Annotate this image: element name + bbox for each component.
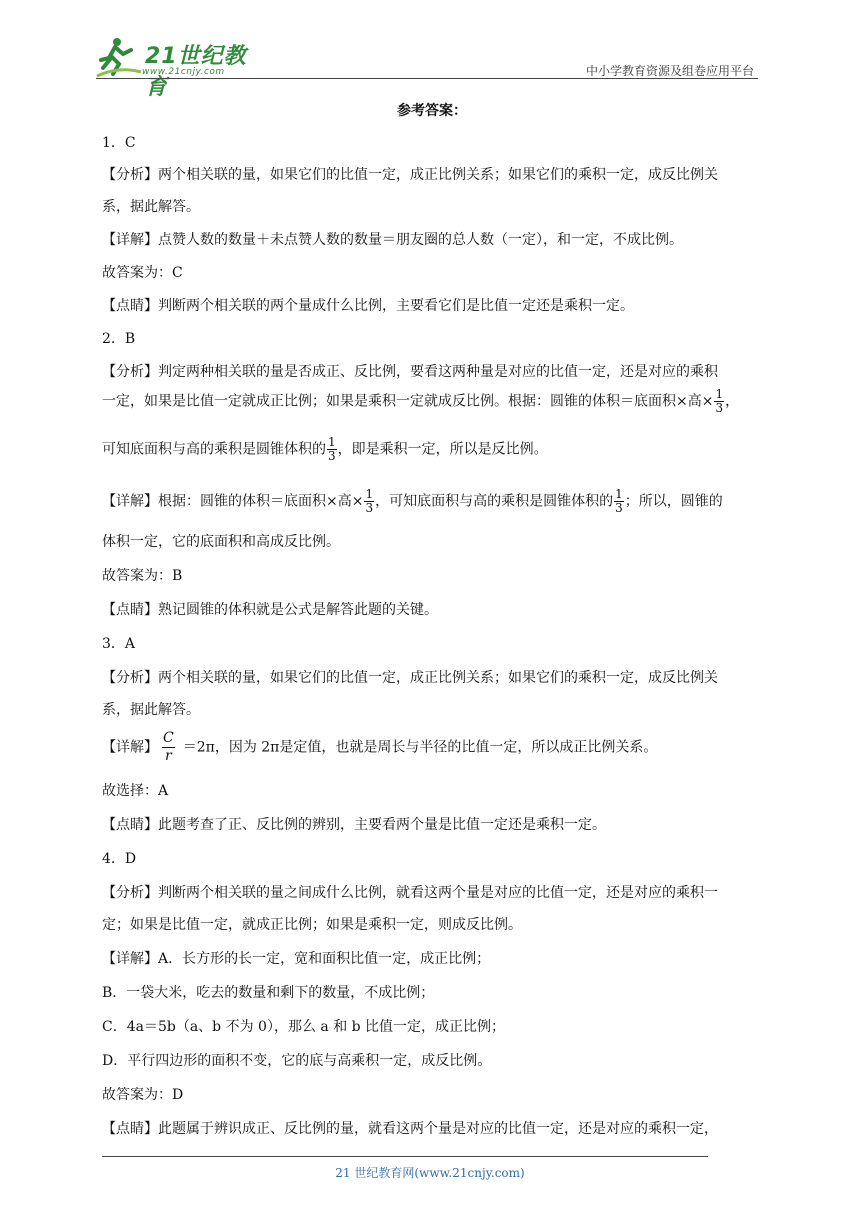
q1-comment: 【点睛】判断两个相关联的两个量成什么比例，主要看它们是比值一定还是乘积一定。 (102, 298, 634, 314)
fraction-denominator: 3 (328, 449, 336, 463)
q2-detail-line2: 体积一定，它的底面积和高成反比例。 (102, 534, 340, 550)
logo-text: 21世纪教育 (145, 44, 247, 100)
q4-detail-d: D．平行四边形的面积不变，它的底与高乘积一定，成反比例。 (102, 1053, 492, 1069)
fraction-numerator: 1 (615, 487, 623, 501)
q2-analysis-text: 一定，如果是比值一定就成正比例；如果是乘积一定就成反比例。根据：圆锥的体积＝底面积×高× (102, 393, 714, 410)
q3-detail-text: ＝2π，因为 2π是定值，也就是周长与半径的比值一定，所以成正比例关系。 (182, 739, 658, 756)
q2-analysis-text: 可知底面积与高的乘积是圆锥体积的 (102, 441, 326, 458)
q3-analysis-line1: 【分析】两个相关联的量，如果它们的比值一定，成正比例关系；如果它们的乘积一定，成反比例关 (102, 670, 718, 686)
q3-detail-label: 【详解】 (102, 739, 158, 756)
q2-detail-text: ；所以，圆锥的 (624, 493, 723, 510)
q2-detail-line1 (102, 488, 762, 515)
q4-comment: 【点睛】此题属于辨识成正、反比例的量，就看这两个量是对应的比值一定，还是对应的乘积一定， (102, 1121, 718, 1137)
fraction-one-third (327, 436, 337, 463)
q1-final: 故答案为：C (102, 265, 183, 281)
q1-analysis-line2: 系，据此解答。 (102, 199, 200, 215)
q2-analysis-text: ，即是乘积一定，所以是反比例。 (337, 441, 548, 458)
site-logo[interactable] (95, 36, 265, 100)
q2-final: 故答案为：B (102, 568, 183, 584)
fraction-numerator: 1 (715, 387, 724, 401)
header-divider (96, 78, 758, 79)
q2-analysis-text: ， (725, 393, 740, 410)
footer-site-link[interactable]: 21 世纪教育网(www.21cnjy.com) (335, 1166, 525, 1180)
q4-detail-b: B．一袋大米，吃去的数量和剩下的数量，不成比例； (102, 985, 435, 1001)
q4-detail-a: 【详解】A．长方形的长一定，宽和面积比值一定，成正比例； (102, 951, 491, 967)
q2-comment: 【点睛】熟记圆锥的体积就是公式是解答此题的关键。 (102, 602, 438, 618)
q2-answer: 2．B (102, 331, 136, 347)
q3-comment: 【点睛】此题考查了正、反比例的辨别，主要看两个量是比值一定还是乘积一定。 (102, 817, 606, 833)
q3-final: 故选择：A (102, 783, 169, 799)
fraction-c-over-r (162, 730, 175, 765)
runner-logo-icon (95, 36, 143, 80)
q4-detail-c: C．4a＝5b（a、b 不为 0），那么 a 和 b 比值一定，成正比例； (102, 1019, 506, 1035)
page-header (0, 0, 860, 100)
fraction-denominator: 3 (365, 501, 374, 515)
q2-detail-text: ，可知底面积与高的乘积是圆锥体积的 (375, 493, 614, 510)
q3-answer: 3．A (102, 636, 136, 652)
page-title: 参考答案： (397, 103, 467, 119)
fraction-denominator: 3 (615, 501, 623, 515)
q2-detail-text: 【详解】根据：圆锥的体积＝底面积×高× (102, 493, 364, 510)
q4-analysis-line2: 定；如果是比值一定，就成正比例；如果是乘积一定，则成反比例。 (102, 917, 522, 933)
footer-divider (102, 1156, 708, 1157)
fraction-denominator: r (165, 748, 172, 764)
q1-answer: 1．C (102, 135, 136, 151)
fraction-numerator: 1 (365, 487, 374, 501)
fraction-numerator: C (163, 730, 174, 746)
q4-analysis-line1: 【分析】判断两个相关联的量之间成什么比例，就看这两个量是对应的比值一定，还是对应的乘积一 (102, 885, 718, 901)
header-platform-name: 中小学教育资源及组卷应用平台 (585, 64, 754, 78)
fraction-one-third (364, 488, 374, 515)
fraction-numerator: 1 (328, 435, 336, 449)
q4-answer: 4．D (102, 851, 137, 867)
q1-analysis-line1: 【分析】两个相关联的量，如果它们的比值一定，成正比例关系；如果它们的乘积一定，成反比例关 (102, 167, 718, 183)
fraction-one-third (614, 488, 624, 515)
q2-analysis-line3 (102, 436, 762, 463)
q4-final: 故答案为：D (102, 1087, 184, 1103)
logo-url: www.21cnjy.com (142, 67, 225, 77)
q3-detail (102, 730, 762, 765)
fraction-denominator: 3 (715, 401, 724, 415)
q3-analysis-line2: 系，据此解答。 (102, 702, 200, 718)
q2-analysis-line2 (102, 388, 762, 415)
fraction-one-third (714, 388, 724, 415)
q1-detail: 【详解】点赞人数的数量＋未点赞人数的数量＝朋友圈的总人数（一定），和一定，不成比例。 (102, 232, 683, 248)
q2-analysis-line1: 【分析】判定两种相关联的量是否成正、反比例，要看这两种量是对应的比值一定，还是对应的乘积 (102, 364, 718, 380)
